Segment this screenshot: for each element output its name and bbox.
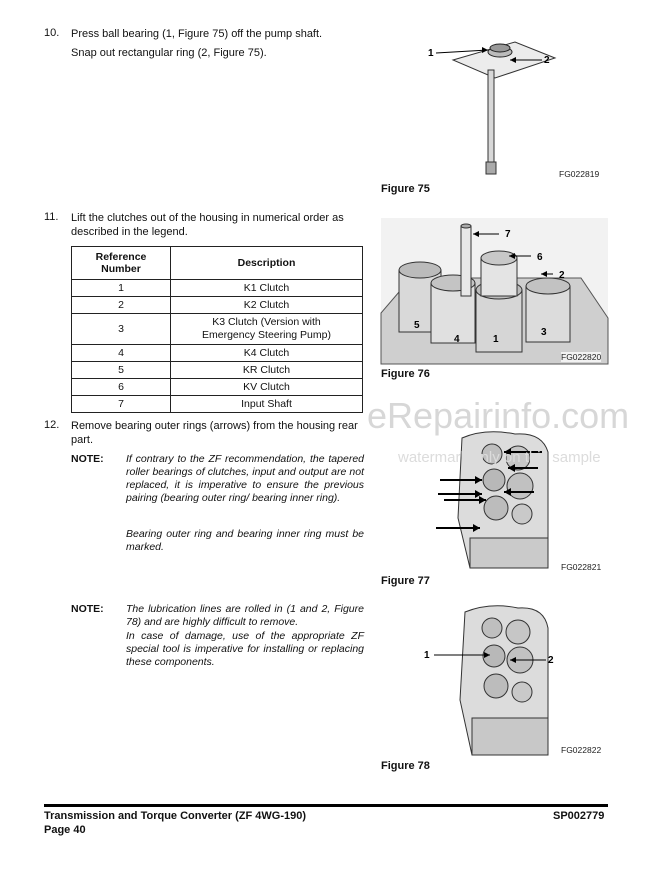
table-cell: K3 Clutch (Version with Emergency Steering Pump) (171, 314, 363, 345)
step-11-line-1: Lift the clutches out of the housing in numerical order as (71, 212, 344, 224)
note-2-paragraph-2: In case of damage, use of the appropriate ZF special tool is imperative for installing or replacing these components. (126, 630, 364, 668)
figure-75-code: FG022819 (559, 169, 600, 179)
table-row (72, 314, 363, 345)
reference-table (71, 246, 363, 413)
watermark-sample-notice: watermark only on this sample (398, 449, 601, 466)
table-cell: K1 Clutch (171, 280, 363, 297)
figure-76-code: FG022820 (561, 352, 602, 362)
table-cell: KR Clutch (171, 362, 363, 379)
table-header-description: Description (171, 247, 363, 280)
figure-75-callout-2: 2 (544, 55, 550, 66)
figure-76-callout-6: 6 (537, 252, 543, 263)
table-cell: 7 (72, 396, 171, 413)
note-1-label: NOTE: (71, 453, 104, 465)
step-11-number: 11. (44, 211, 59, 223)
step-11-line-2: described in the legend. (71, 226, 188, 238)
table-row (72, 396, 363, 413)
table-cell: K2 Clutch (171, 297, 363, 314)
figure-78-callout-2: 2 (548, 655, 554, 666)
figure-78-callout-1: 1 (424, 650, 430, 661)
table-cell: 5 (72, 362, 171, 379)
figure-76-callout-4: 4 (454, 334, 460, 345)
figure-77-caption: Figure 77 (381, 575, 430, 587)
figure-76-callout-3: 3 (541, 327, 547, 338)
figure-76-callout-2: 2 (559, 270, 565, 281)
step-12-line-1: Remove bearing outer rings (arrows) from the housing rear (71, 420, 358, 432)
table-row (72, 379, 363, 396)
table-header-reference-number: Reference Number (72, 247, 171, 280)
table-cell: KV Clutch (171, 379, 363, 396)
figure-76-callout-5: 5 (414, 320, 420, 331)
step-12-line-2: part. (71, 434, 94, 446)
note-1-paragraph-1: If contrary to the ZF recommendation, the tapered roller bearings of clutches, input and output are not replaced, it is imperative to ensure the previous pairing (bearing outer ring/ bearing inner ring). (126, 453, 364, 504)
figure-76-illustration (381, 218, 609, 364)
figure-78-code: FG022822 (561, 745, 602, 755)
figure-75-illustration (420, 30, 610, 180)
figure-75-callout-1: 1 (428, 48, 434, 59)
figure-78-caption: Figure 78 (381, 760, 430, 772)
figure-76-callout-1: 1 (493, 334, 499, 345)
table-cell: Input Shaft (171, 396, 363, 413)
figure-78-illustration (420, 600, 580, 760)
note-1-paragraph-2: Bearing outer ring and bearing inner ring must be marked. (126, 528, 364, 553)
table-row (72, 297, 363, 314)
table-cell: 1 (72, 280, 171, 297)
note-2-label: NOTE: (71, 603, 104, 615)
figure-76-caption: Figure 76 (381, 368, 430, 380)
table-row (72, 345, 363, 362)
step-10-line-2: Snap out rectangular ring (2, Figure 75). (71, 47, 267, 59)
watermark-site: eRepairinfo.com (367, 395, 630, 436)
figure-76-callout-7: 7 (505, 229, 511, 240)
table-cell: 4 (72, 345, 171, 362)
figure-77-code: FG022821 (561, 562, 602, 572)
step-12-number: 12. (44, 419, 60, 431)
footer-divider (44, 804, 608, 807)
table-cell: K4 Clutch (171, 345, 363, 362)
footer-title: Transmission and Torque Converter (ZF 4WG-190) (44, 810, 307, 822)
step-10-number: 10. (44, 27, 60, 39)
table-cell: 6 (72, 379, 171, 396)
step-10-line-1: Press ball bearing (1, Figure 75) off the pump shaft. (71, 28, 323, 40)
footer-doc-code: SP002779 (553, 810, 605, 822)
figure-75-caption: Figure 75 (381, 183, 430, 195)
table-cell: 2 (72, 297, 171, 314)
table-cell: 3 (72, 314, 171, 345)
table-row (72, 362, 363, 379)
note-2-paragraph-1: The lubrication lines are rolled in (1 and 2, Figure 78) and are highly difficult to remove. (126, 603, 364, 628)
table-row (72, 280, 363, 297)
footer-page-number: Page 40 (44, 824, 86, 836)
